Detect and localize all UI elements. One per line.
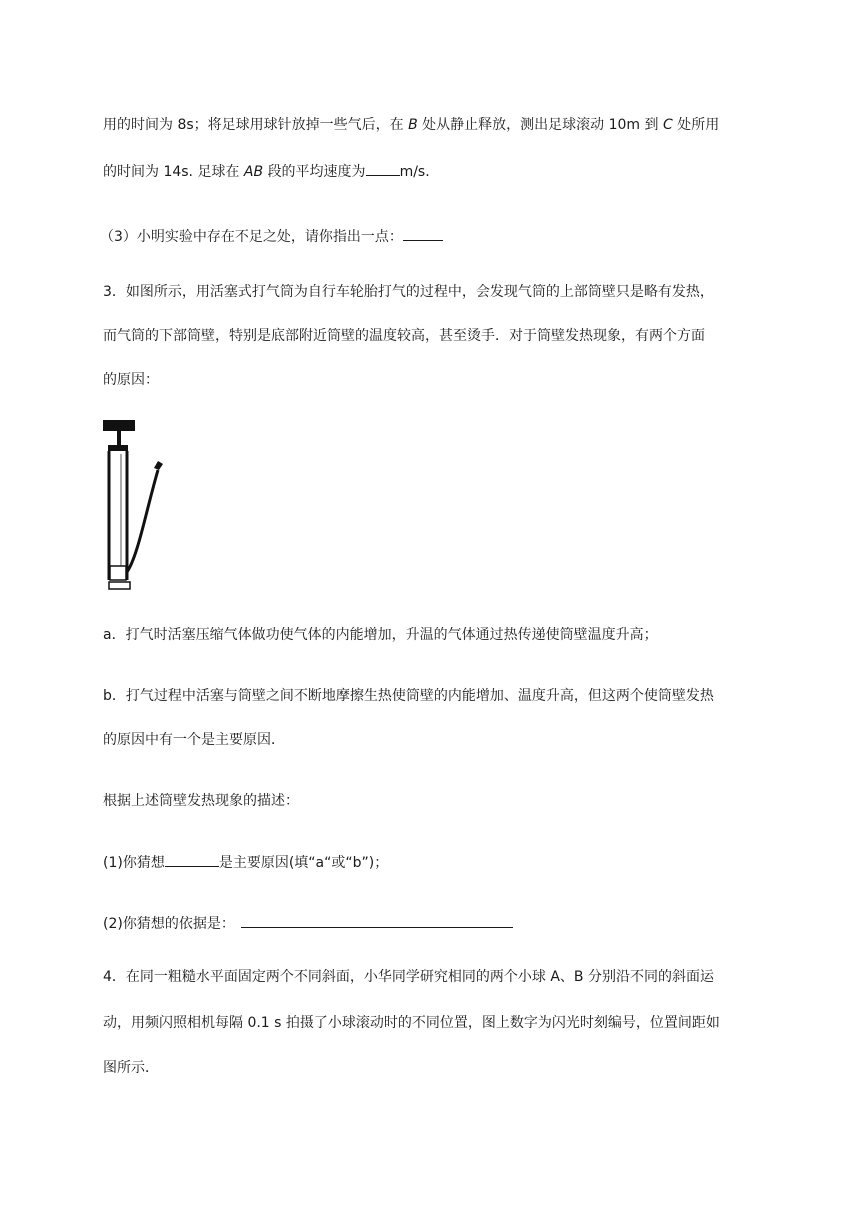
pump-rod — [117, 431, 121, 445]
reason-a: a．打气时活塞压缩气体做功使气体的内能增加，升温的气体通过热传递使筒壁温度升高； — [103, 627, 658, 643]
q2-line-2-text-b: 段的平均速度为 — [267, 164, 366, 180]
q2-part-3-text: （3）小明实验中存在不足之处，请你指出一点： — [100, 229, 403, 245]
point-c-label: C — [662, 117, 673, 133]
answer-blank-shortcoming[interactable] — [403, 226, 443, 241]
reason-b-line-2: 的原因中有一个是主要原因． — [103, 732, 285, 748]
q4-line-3: 图所示． — [103, 1060, 159, 1076]
q3-line-1: 3．如图所示，用活塞式打气筒为自行车轮胎打气的过程中，会发现气筒的上部筒壁只是略有发热， — [103, 284, 714, 300]
bicycle-pump-figure — [96, 416, 176, 592]
hose-nozzle — [154, 461, 163, 470]
q3-sub-2-text: (2)你猜想的依据是： — [103, 916, 235, 932]
reason-b-line-1: b．打气过程中活塞与筒壁之间不断地摩擦生热使筒壁的内能增加、温度升高，但这两个使筒壁发热 — [103, 688, 714, 704]
q3-line-3: 的原因： — [103, 372, 159, 388]
q3-sub-1-text-a: (1)你猜想 — [103, 855, 165, 871]
q3-description: 根据上述筒壁发热现象的描述： — [103, 793, 299, 809]
answer-blank-reason[interactable] — [241, 913, 513, 928]
point-b-label: B — [408, 117, 418, 133]
q3-line-2: 而气筒的下部筒壁，特别是底部附近筒壁的温度较高，甚至烫手．对于筒壁发热现象，有两个方面 — [103, 328, 705, 344]
q2-part-3 — [100, 226, 443, 247]
pump-piston — [110, 566, 126, 580]
q2-line-1-text-b: 处从静止释放，测出足球滚动 10m 到 — [422, 117, 659, 133]
q2-line-1-text-c: 处所用 — [677, 117, 720, 133]
q2-line-1 — [103, 115, 719, 135]
q3-sub-1-text-b: 是主要原因(填“a“或“b”)； — [218, 855, 389, 871]
q3-sub-1 — [103, 852, 388, 873]
pump-cap — [108, 445, 128, 451]
segment-ab-label: AB — [243, 164, 264, 180]
pump-base — [109, 582, 130, 589]
q2-line-2 — [103, 161, 430, 182]
q4-line-1: 4．在同一粗糙水平面固定两个不同斜面，小华同学研究相同的两个小球 A、B 分别沿不同的斜面运 — [103, 969, 714, 985]
pump-handle — [103, 420, 135, 431]
q2-line-2-unit: m/s. — [399, 164, 430, 180]
q4-line-2: 动，用频闪照相机每隔 0.1 s 拍摄了小球滚动时的不同位置，图上数字为闪光时刻编号，位置间距如 — [103, 1015, 720, 1031]
q3-sub-2 — [103, 913, 513, 934]
answer-blank-speed[interactable] — [366, 161, 400, 176]
pump-hose — [127, 470, 158, 572]
answer-blank-guess[interactable] — [165, 852, 219, 867]
q2-line-1-text-a: 用的时间为 8s；将足球用球针放掉一些气后，在 — [103, 117, 404, 133]
q2-line-2-text-a: 的时间为 14s. 足球在 — [103, 164, 240, 180]
